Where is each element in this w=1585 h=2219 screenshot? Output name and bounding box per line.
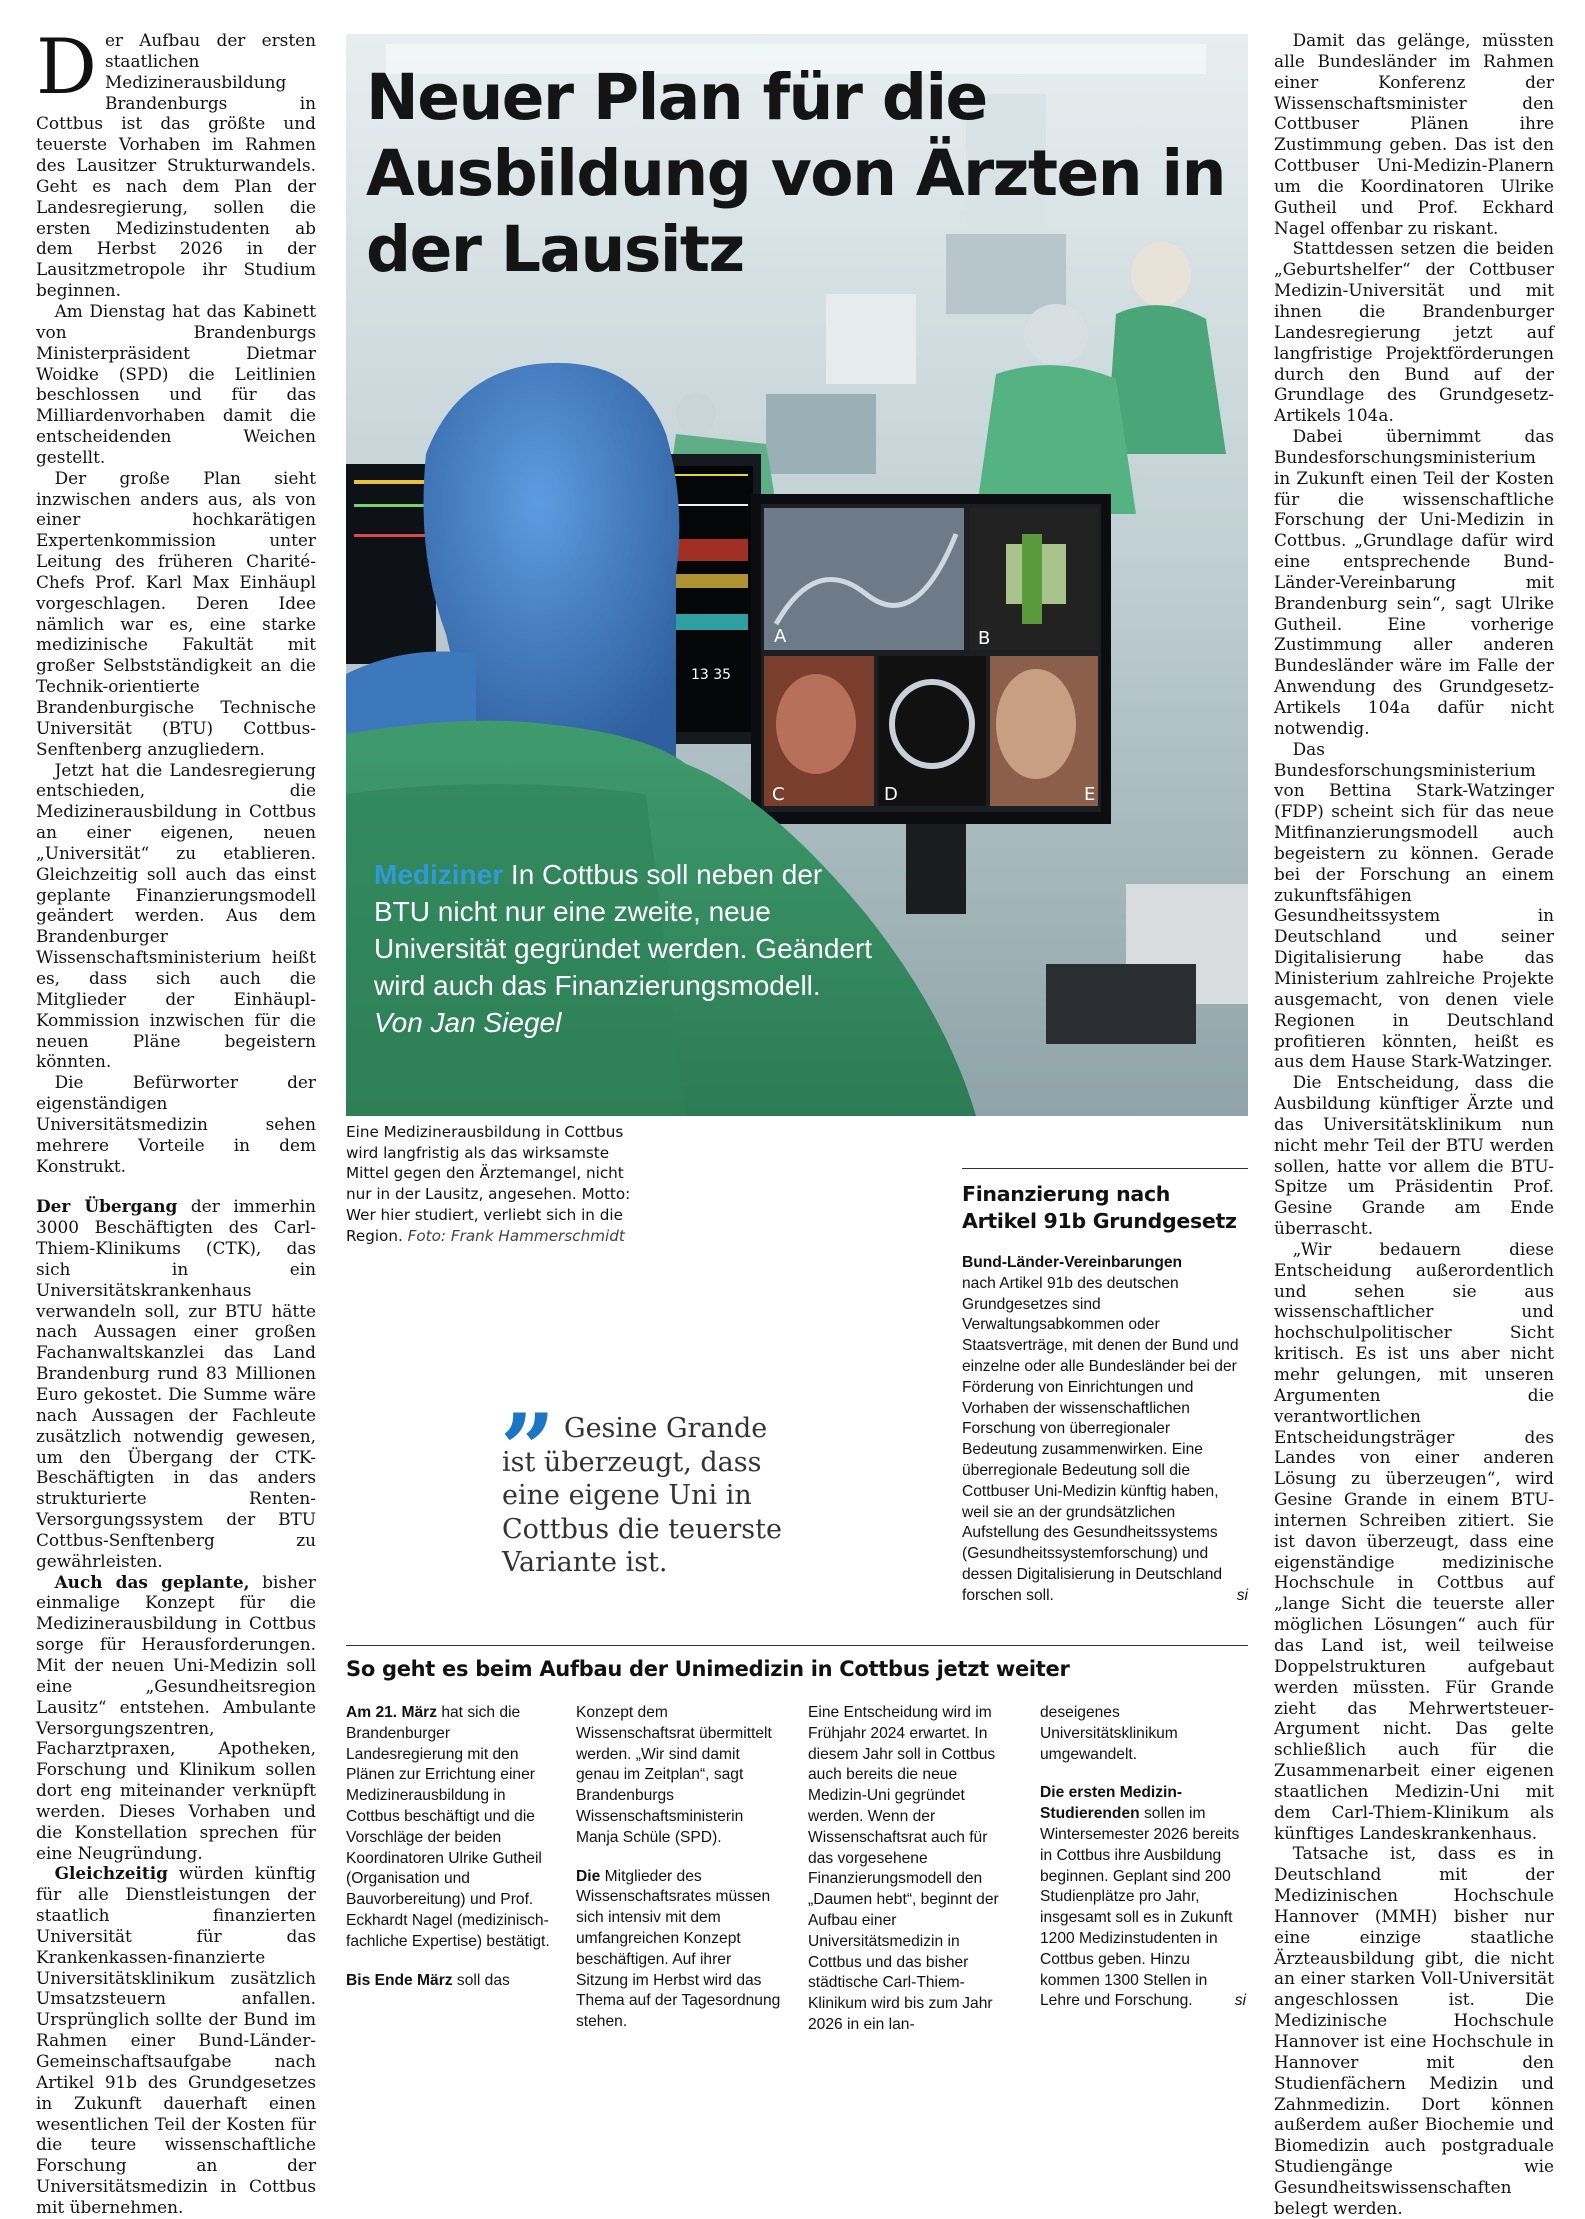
timeline-paragraph: Bis Ende März soll das: [346, 1971, 510, 1989]
paragraph-lead: Gleichzeitig: [54, 1863, 168, 1884]
author-signature: si: [1234, 1992, 1246, 2010]
drop-cap: D: [36, 22, 97, 111]
screen-label-b: B: [978, 628, 991, 649]
info-box-lead: Bund-Länder-Vereinbarungen: [962, 1254, 1183, 1271]
paragraph: Dabei übernimmt das Bundesforschungsministerium in Zukunft einen Teil der Kosten für die wissenschaftliche Forschung der Uni-Medizin in Cottbus. „Grundlage dafür wird eine entsprechende Bund-Länder-Vereinbarung mit Brandenburg sein“, sagt Ulrike Gutheil. Eine vorherige Zustimmung aller anderen Bundesländer wäre im Falle der Anwendung des Grundgesetz-Artikels 104a dafür nicht notwendig.: [1274, 426, 1554, 738]
paragraph: Der Aufbau der ersten staatlichen Medizinerausbildung Brandenburgs in Cottbus ist das größte und teuerste Vorhaben im Rahmen des Lausitzer Strukturwandels. Geht es nach dem Plan der Landesregierung, sollen die ersten Medizinstudenten ab dem Herbst 2026 in der Lausitzmetropole ihr Studium beginnen.: [36, 22, 316, 301]
info-box-title: Finanzierung nach Artikel 91b Grundgesetz: [962, 1182, 1237, 1233]
monitor-readout: 13 35: [691, 667, 732, 683]
paragraph: Der große Plan sieht inzwischen anders aus, als von einer hochkarätigen Expertenkommission unter Leitung des früheren Charité-Chefs Prof. Karl Max Einhäupl vorgeschlagen. Deren Idee nämlich war es, eine starke medizinische Fakultät mit großer Selbstständigkeit an die Technik-orientierte Brandenburgische Technische Universität (BTU) Cottbus-Senftenberg anzugliedern.: [36, 467, 316, 759]
screen-label-a: A: [774, 626, 787, 647]
screen-label-e: E: [1084, 784, 1096, 805]
paragraph: Damit das gelänge, müssten alle Bundesländer im Rahmen einer Konferenz der Wissenschaftsminister den Cottbuser Plänen ihre Zustimmung geben. Das ist den Cottbuser Uni-Medizin-Planern um die Koordinatoren Ulrike Gutheil und Prof. Eckhard Nagel offenbar zu riskant.: [1274, 30, 1554, 238]
article-right-column: [1274, 30, 1554, 2218]
photo-caption: Eine Medizinerausbildung in Cottbus wird langfristig als das wirksamste Mittel gegen den Ärztemangel, nicht nur in der Lausitz, angesehen. Motto: Wer hier studiert, verliebt sich in die Region. Foto: Frank Hammerschmidt: [346, 1123, 631, 1245]
author-signature: si: [1236, 1586, 1248, 1604]
timeline-paragraph: Die Mitglieder des Wissenschaftsrates müssen sich intensiv mit dem umfangreichen Konzept beschäftigen. Auf ihrer Sitzung im Herbst wird das Thema auf der Tagesordnung stehen.: [576, 1867, 781, 2031]
paragraph-lead: Der Übergang: [36, 1196, 178, 1217]
timeline-column-4: [1040, 1703, 1246, 2030]
photo-credit: Foto: Frank Hammerschmidt: [407, 1226, 625, 1245]
divider: [346, 1645, 1248, 1646]
intro-text: Mediziner In Cottbus soll neben der BTU nicht nur eine zweite, neue Universität gegründet werden. Geändert wird auch das Finanzierungsmodell. Von Jan Siegel: [374, 859, 873, 1038]
timeline-paragraph: Konzept dem Wissenschaftsrat übermittelt werden. „Wir sind damit genau im Zeitplan“, sagt Brandenburgs Wissenschaftsministerin Manja Schüle (SPD).: [576, 1704, 772, 1846]
paragraph: Gleichzeitig würden künftig für alle Dienstleistungen der staatlich finanzierten Universität für das Krankenkassen-finanzierte Universitätsklinikum zusätzlich Umsatzsteuern anfallen. Ursprünglich sollte der Bund im Rahmen einer Bund-Länder-Gemeinschaftsaufgabe nach Artikel 91b des Grundgesetzes in Zukunft dauerhaft einen wesentlichen Teil der Kosten für die teure wissenschaftliche Forschung an der Universitätsmedizin in Cottbus mit übernehmen.: [36, 1863, 316, 2217]
timeline-column-2: [576, 1703, 782, 2051]
screen-label-d: D: [884, 784, 898, 805]
author: Von Jan Siegel: [374, 1007, 562, 1038]
paragraph: Die Entscheidung, dass die Ausbildung künftiger Ärzte und das Universitätsklinikum nun nicht mehr Teil der BTU werden sollen, hatte vor allem die BTU-Spitze um Präsidentin Prof. Gesine Grande am Ende überrascht.: [1274, 1072, 1554, 1239]
paragraph: Jetzt hat die Landesregierung entschieden, die Medizinerausbildung in Cottbus an einer eigenen, neuen „Universität“ zu etablieren. Gleichzeitig soll auch das einst geplante Finanzierungsmodell geändert werden. Aus dem Brandenburger Wissenschaftsministerium heißt es, dass sich auch die Mitglieder der Einhäupl-Kommission inzwischen für die neuen Pläne begeistern könnten.: [36, 759, 316, 1072]
headline: Neuer Plan für die Ausbildung von Ärzten in der Lausitz: [366, 61, 1225, 286]
timeline-paragraph: Eine Entscheidung wird im Frühjahr 2024 erwartet. In diesem Jahr soll in Cottbus auch bereits die neue Medizin-Uni gegründet werden. Wenn der Wissenschaftsrat auch für das vorgesehene Finanzierungsmodell den „Daumen hebt“, beginnt der Aufbau einer Universitätsmedizin in Cottbus und das bisher städtische Carl-Thiem-Klinikum wird bis zum Jahr 2026 in ein lan-: [808, 1704, 999, 2033]
paragraph: Der Übergang der immerhin 3000 Beschäftigten des Carl-Thiem-Klinikums (CTK), das sich in ein Universitätskrankenhaus verwandeln soll, zur BTU hätte nach Aussagen einer großen Fachanwaltskanzlei das Land Brandenburg rund 83 Millionen Euro gekostet. Die Summe wäre nach Aussagen der Fachleute zusätzlich notwendig gewesen, um den Übergang der CTK-Beschäftigten in das anders strukturierte Renten-Versorgungssystem der BTU Cottbus-Senftenberg zu gewährleisten.: [36, 1196, 316, 1571]
timeline-column-3: [808, 1703, 1014, 2054]
paragraph: „Wir bedauern diese Entscheidung außerordentlich und sehen sie aus wissenschaftlicher und hochschulpolitischer Sicht kritisch. Es ist uns aber nicht mehr gelungen, mit unseren Argumenten die verantwortlichen Entscheidungsträger des Landes von einer anderen Lösung zu überzeugen“, wird Gesine Grande in einem BTU-internen Schreiben zitiert. Sie ist davon überzeugt, dass eine eigenständige medizinische Hochschule in Cottbus auf „lange Sicht die teuerste aller möglichen Lösungen“ auch für das Land ist, weil teilweise Doppelstrukturen aufgebaut werden müssten. Für Grande zieht das Mehrwertsteuer-Argument nicht. Das gelte schließlich auch für die Zusammenarbeit einer eigenen staatlichen Medizin-Uni mit dem Carl-Thiem-Klinikum als künftiges Landeskrankenhaus.: [1274, 1238, 1554, 1843]
quote-mark-icon: ”: [500, 1393, 556, 1506]
screen-label-c: C: [772, 784, 785, 805]
info-box-text: Bund-Länder-Vereinbarungen nach Artikel 91b des deutschen Grundgesetzes sind Verwaltungsabkommen oder Staatsverträge, mit denen der Bund und einzelne oder alle Bundesländer bei der Förderung von Einrichtungen und Vorhaben der wissenschaftlichen Forschung von überregionaler Bedeutung zusammenwirken. Eine überregionale Bedeutung soll die Cottbuser Uni-Medizin künftig haben, weil sie an der grundsätzlichen Aufstellung des Gesundheitssystems (Gesundheitssystemforschung) und dessen Digitalisierung in Deutschland forschen soll. si: [962, 1253, 1248, 1607]
info-box: [962, 1168, 1248, 1603]
paragraph: Am Dienstag hat das Kabinett von Brandenburgs Ministerpräsident Dietmar Woidke (SPD) die Leitlinien beschlossen und für das Milliardenvorhaben damit die entscheidenden Weichen gestellt.: [36, 300, 316, 467]
paragraph: Stattdessen setzen die beiden „Geburtshelfer“ der Cottbuser Medizin-Universität und mit ihnen die Brandenburger Landesregierung jetzt auf langfristige Projektförderungen durch den Bund auf der Grundlage des Grundgesetz-Artikels 104a.: [1274, 238, 1554, 426]
timeline-column-1: [346, 1703, 552, 2009]
timeline-paragraph: deseigenes Universitätsklinikum umgewandelt.: [1040, 1704, 1178, 1763]
timeline-paragraph: Am 21. März hat sich die Brandenburger Landesregierung mit den Plänen zur Errichtung einer Medizinerausbildung in Cottbus beschäftigt und die Vorschläge der beiden Koordinatoren Ulrike Gutheil (Organisation und Bauvorbereitung) und Prof. Eckhardt Nagel (medizinisch-fachliche Expertise) bestätigt.: [346, 1704, 550, 1950]
article-left-column: [36, 22, 316, 2217]
timeline-paragraph: Die ersten Medizin-Studierenden sollen im Wintersemester 2026 bereits in Cottbus ihre Ausbildung beginnen. Geplant sind 200 Studienplätze pro Jahr, insgesamt soll es in Zukunft 1200 Medizinstudenten in Cottbus geben. Hinzu kommen 1300 Stellen in Lehre und Forschung. si: [1040, 1783, 1246, 2012]
intro-keyword: Mediziner: [374, 859, 504, 890]
paragraph: Die Befürworter der eigenständigen Universitätsmedizin sehen mehrere Vorteile in dem Konstrukt.: [36, 1072, 316, 1176]
paragraph-lead: Auch das geplante,: [54, 1571, 250, 1592]
pull-quote: Gesine Grande ist überzeugt, dass eine eigene Uni in Cottbus die teuerste Variante ist.: [502, 1413, 782, 1578]
timeline-title: So geht es beim Aufbau der Unimedizin in Cottbus jetzt weiter: [346, 1657, 1070, 1681]
paragraph: Das Bundesforschungsministerium von Bettina Stark-Watzinger (FDP) scheint sich für das neue Mitfinanzierungsmodell auch begeistern zu können. Gerade bei der Forschung an einem zukunftsfähigen Gesundheitssystem in Deutschland und seiner Digitalisierung habe das Ministerium zahlreiche Projekte ausgemacht, von denen viele Regionen in Deutschland profitieren könnten, heißt es aus dem Hause Stark-Watzinger.: [1274, 738, 1554, 1072]
paragraph: Auch das geplante, bisher einmalige Konzept für die Medizinerausbildung in Cottbus sorge für Herausforderungen. Mit der neuen Uni-Medizin soll eine „Gesundheitsregion Lausitz“ entstehen. Ambulante Versorgungszentren, Facharztpraxen, Apotheken, Forschung und Klinikum sollen dort eng miteinander verknüpft werden. Dieses Vorhaben und die Konstellation sprechen für eine Neugründung.: [36, 1571, 316, 1863]
paragraph: Tatsache ist, dass es in Deutschland mit der Medizinischen Hochschule Hannover (MMH) bisher nur eine einzige staatliche Ärzteausbildung gibt, die nicht an einer starken Voll-Universität angeschlossen ist. Die Medizinische Hochschule Hannover ist eine Hochschule in Hannover mit den Studienfächern Medizin und Zahnmedizin. Dort können außerdem außer Biochemie und Biomedizin auch postgraduale Studiengänge wie Gesundheitswissenschaften belegt werden.: [1274, 1843, 1554, 2218]
